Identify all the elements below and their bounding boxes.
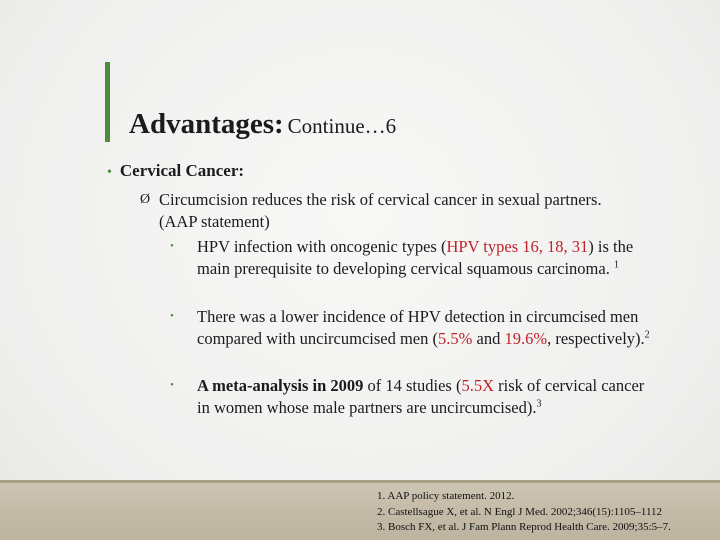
- citation-superscript: 3: [536, 398, 542, 409]
- point-meta-analysis: [170, 375, 650, 418]
- sub-bullet-circumcision: [140, 189, 610, 232]
- percent-highlight: 19.6%: [504, 328, 548, 348]
- bullet-icon: •: [170, 379, 174, 391]
- title-sub: Continue…6: [287, 114, 397, 138]
- point-hpv-detection: [170, 306, 650, 349]
- references: [377, 489, 671, 536]
- bullet-icon: •: [170, 310, 174, 322]
- bullet-icon: •: [170, 240, 174, 252]
- bullet-cervical-cancer: [107, 161, 244, 181]
- reference-item: 3. Bosch FX, et al. J Fam Plann Reprod Health Care. 2009;35:5–7.: [377, 521, 671, 533]
- hpv-types-highlight: HPV types 16, 18, 31: [446, 237, 589, 256]
- point-text: A meta-analysis in 2009 of 14 studies (5.5X risk of cervical cancer in women whose male partners are uncircumcised).$^3$: [197, 376, 645, 417]
- title-main: Advantages:: [129, 108, 284, 140]
- title-accent-bar: [105, 62, 110, 142]
- point-hpv-infection: [170, 236, 650, 279]
- citation-superscript: 2: [644, 329, 650, 340]
- point-text: There was a lower incidence of HPV detection in circumcised men compared with uncircumcised men (5.5% and 19.6%, respectively).$^2$: [197, 307, 650, 348]
- bullet-icon: •: [107, 165, 112, 180]
- risk-highlight: 5.5X: [461, 376, 495, 395]
- sub-bullet-text: Circumcision reduces the risk of cervical cancer in sexual partners.(AAP statement): [159, 190, 602, 231]
- percent-highlight: 5.5%: [438, 328, 473, 348]
- slide-title: [129, 108, 396, 141]
- arrow-bullet-icon: Ø: [140, 192, 151, 207]
- point-text: HPV infection with oncogenic types (HPV types 16, 18, 31) is the main prerequisite to developing cervical squamous carcinoma. $^1$: [197, 237, 634, 278]
- bullet-label: Cervical Cancer:: [119, 161, 245, 180]
- citation-superscript: 1: [613, 259, 619, 270]
- meta-analysis-bold: A meta-analysis in 2009: [197, 376, 364, 395]
- reference-item: 1. AAP policy statement. 2012.: [377, 490, 515, 502]
- reference-item: 2. Castellsague X, et al. N Engl J Med. 2002;346(15):1105–1112: [377, 505, 663, 518]
